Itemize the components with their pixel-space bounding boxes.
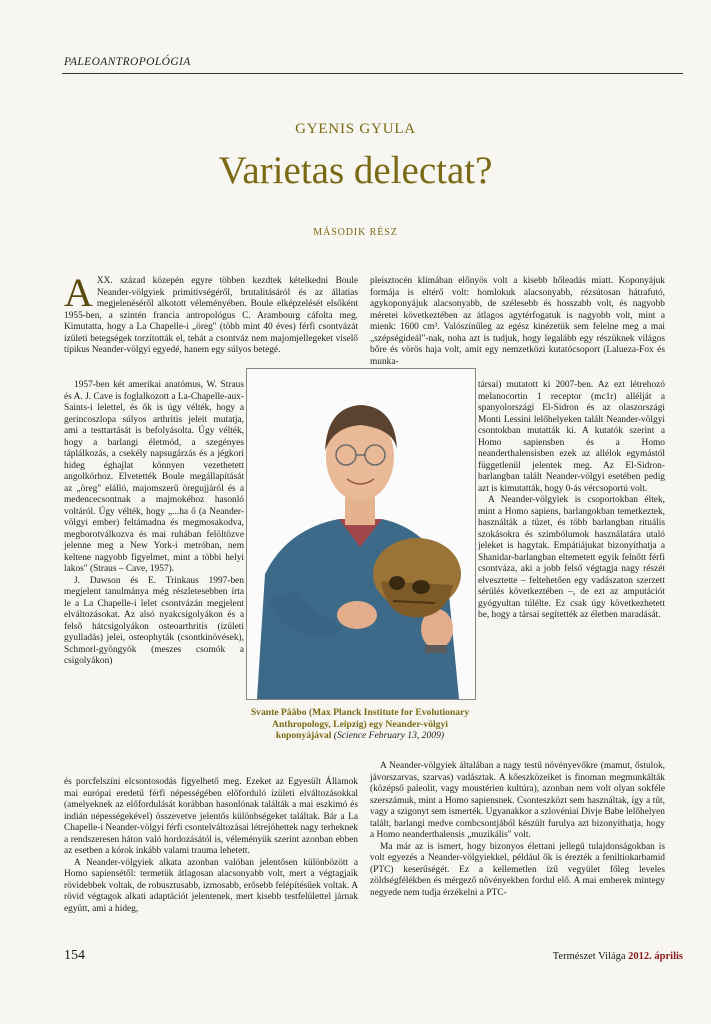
left-column-top bbox=[64, 270, 358, 357]
right-column-bottom bbox=[370, 761, 665, 899]
photo-caption-source: (Science February 13, 2009) bbox=[331, 730, 445, 741]
top-rule bbox=[62, 73, 683, 74]
photo-illustration bbox=[247, 369, 475, 699]
paragraph-intro-text: XX. század közepén egyre többen kezdtek kételkedni Boule Neander-völgyiek primitívségéről, brutalitásáról és az állatias megjelenéséről alkotott véleményében. Boule elképzelését elsőként 1955-ben, a szintén francia antropológus C. Arambourg cáfolta meg. Kimutatta, hogy a La Chapelle-i „öreg" (több mint 40 éves) férfi csontvázát ízületi betegségek torzították el, tehát a csontváz nem majomjellegeket viselő típikus Neander-völgyi egyedé, hanem egy súlyos betegé. bbox=[64, 276, 358, 355]
paragraph-intro bbox=[64, 270, 358, 357]
issue-date: 2012. április bbox=[628, 951, 683, 962]
paragraph: társai) mutatott ki 2007-ben. Az ezt létrehozó melanocortin 1 receptor (mc1r) allélját a spanyolországi El-Sidron és az olaszországi Monti Lessini lelőhelyeken talált Neander-völgyi csontokban mutatták ki. A kutatók szerint a Homo sapiensben és a Homo neanderthalensisben ezek az allélok egymástól függetlenül jelentek meg. Az El-Sidron-barlangban talált Neander-völgyi esetében pedig azt is kimutatták, hogy 0-ás vércsoportú volt. bbox=[478, 380, 665, 494]
page-number: 154 bbox=[64, 948, 85, 963]
paragraph: A Neander-völgyiek általában a nagy testű növényevőkre (mamut, őstulok, jávorszarvas, szarvas) vadásztak. A kőeszközeiket is finoman megmunkálták (középső paleolit, vagy moustérien kultúra), azonban nem volt olyan sokféle szerszámuk, mint a Homo sapiensnek. Csonteszközt sem használtak, így a tűt, vagy a szigonyt sem ismerték. Ugyanakkor a szlovéniai Divje Babe lelőhelyen talált, barlangi medve combcsontjából készült furulya azt bizonyíthatja, hogy a Homo neanderthalensis „muzikális" volt. bbox=[370, 761, 665, 840]
photo-caption-main: Svante Pääbo (Max Planck Institute for Evolutionary Anthropology, Leipzig) egy Neander-völgyi koponyájával bbox=[250, 707, 470, 741]
article-photo bbox=[246, 368, 476, 700]
paragraph: J. Dawson és E. Trinkaus 1997-ben megjelent tanulmánya még részletesebben írta le a La Chapelle-i lelet csontvázán megjelent elváltozásokat. Az alsó nyakcsigolyákon és a felső hátcsigolyákon osteoarthritis (ízületi gyulladás) jelei, osteophyták (csontkinövések), Schmorl-gyöngyök (meszes csomók a csigolyákon) bbox=[64, 575, 244, 666]
article-subtitle: MÁSODIK RÉSZ bbox=[313, 227, 398, 238]
left-column-narrow bbox=[64, 380, 244, 668]
article-title: Varietas delectat? bbox=[218, 149, 493, 192]
paragraph: és porcfelszíni elcsontosodás figyelhető meg. Ezeket az Egyesült Államok mai európai eredetű férfi népességében előforduló ízületi elváltozásokkal (amelyeknek az előfordulását korábban hasonlónak találták a mai eszkimó és indián népességekével) összevetve jelentős különbségeket találtak. Bár a La Chapelle-i Neander-völgyi férfi csontelváltozásai létrejöhettek nagy terheknek a rendszeresen háton való hordozásától is, véleményük szerint azonban ebben az esetben a kórok inkább valami trauma lehetett. bbox=[64, 777, 358, 856]
article-author: GYENIS GYULA bbox=[295, 121, 416, 137]
drop-cap: A bbox=[64, 270, 93, 315]
right-column-top bbox=[370, 276, 665, 368]
paragraph: A Neander-völgyiek alkata azonban valóban jelentősen különbözött a Homo sapiensétől: termetük átlagosan alacsonyabb volt, mert a végtagjaik rövidebbek voltak, de robusztusabb, izmosabb, erősebb felépítésűek voltak. A rövid végtagok alkati adaptációt jelentenek, mert kisebb testfelülettel járnak együtt, ami a hideg, bbox=[64, 857, 358, 914]
right-column-narrow bbox=[478, 380, 665, 622]
footer-journal bbox=[0, 951, 683, 962]
journal-name: Természet Világa bbox=[552, 951, 629, 962]
paragraph: pleisztocén klímában előnyös volt a kisebb hőleadás miatt. Koponyájuk formája is eltérő volt: homlokuk alacsonyabb, rézsútosan hátrafutó, agykoponyájuk alacsonyabb, de szélesebb és hosszabb volt, és nagyobb méretei következtében az átlagos agytérfogatuk is nagyobb volt, mint a mienk: 1600 cm³. Valószínűleg az egész kinézetük sem felelne meg a mai „szépségideál"-nak, noha azt is tudjuk, hogy legalább egy részüknek világos bőre és vörös haja volt, amit egy nemzetközi kutatócsoport (Lalueza-Fox és munka- bbox=[370, 276, 665, 367]
photo-caption bbox=[244, 707, 476, 742]
paragraph: Ma már az is ismert, hogy bizonyos élettani jellegű tulajdonságokban is volt egyezés a Neander-völgyiekkel, például ők is érezték a feniltiokarbamid (PTC) keserűségét. Ez a kellemetlen ízű vegyület főleg leveles zöldségfélékben és mérgező növényekben fordul elő. A mai emberek mintegy negyede nem tudja érzékelni a PTC- bbox=[370, 841, 665, 898]
section-label: PALEOANTROPOLÓGIA bbox=[64, 56, 191, 68]
paragraph: 1957-ben két amerikai anatómus, W. Straus és A. J. Cave is foglalkozott a La-Chapelle-aux-Saints-i lelettel, és ők is úgy vélték, hogy a gerincoszlopa súlyos arthritis jeleit mutatja, ami a testtartását is befolyásolta. Úgy vélték, hogy a barlangi életmód, a szegényes táplálkozás, a csekély napsugárzás és a jégkori hideg éghajlat könnyen vezethetett angolkórhoz. Elvetették Boule megállapítását az „öreg" elálló, majomszerű öregujjáról és a medencecsontnak a majmokéhoz hasonló voltáról. Úgy vélték, hogy „...ha ő (a Neander-völgyi ember) feltámadna és megmosakodva, megborotválkozva és mai ruhában felöltözve jelenne meg a New York-i metróban, nem keltene nagyobb figyelmet, mint a többi helyi lakos" (Straus – Cave, 1957). bbox=[64, 380, 244, 574]
left-column-bottom bbox=[64, 777, 358, 915]
paragraph: A Neander-völgyiek is csoportokban éltek, mint a Homo sapiens, barlangokban temetkeztek, használták a tüzet, és több barlangban rituális szokásokra és szimbólumok használatára utaló jeleket is hagytak. Empátiájukat bizonyíthatja a Shanidar-barlangban eltemetett egyik felnőtt férfi csontváza, aki a jobb felső végtagja nagy részét elvesztette – feltehetően egy vadászaton szerzett sérülés következtében –, de ezt az amputációt gyógyultan túlélte. Ez csak úgy következhetett be, hogy a társai segítették az életben maradását. bbox=[478, 495, 665, 620]
